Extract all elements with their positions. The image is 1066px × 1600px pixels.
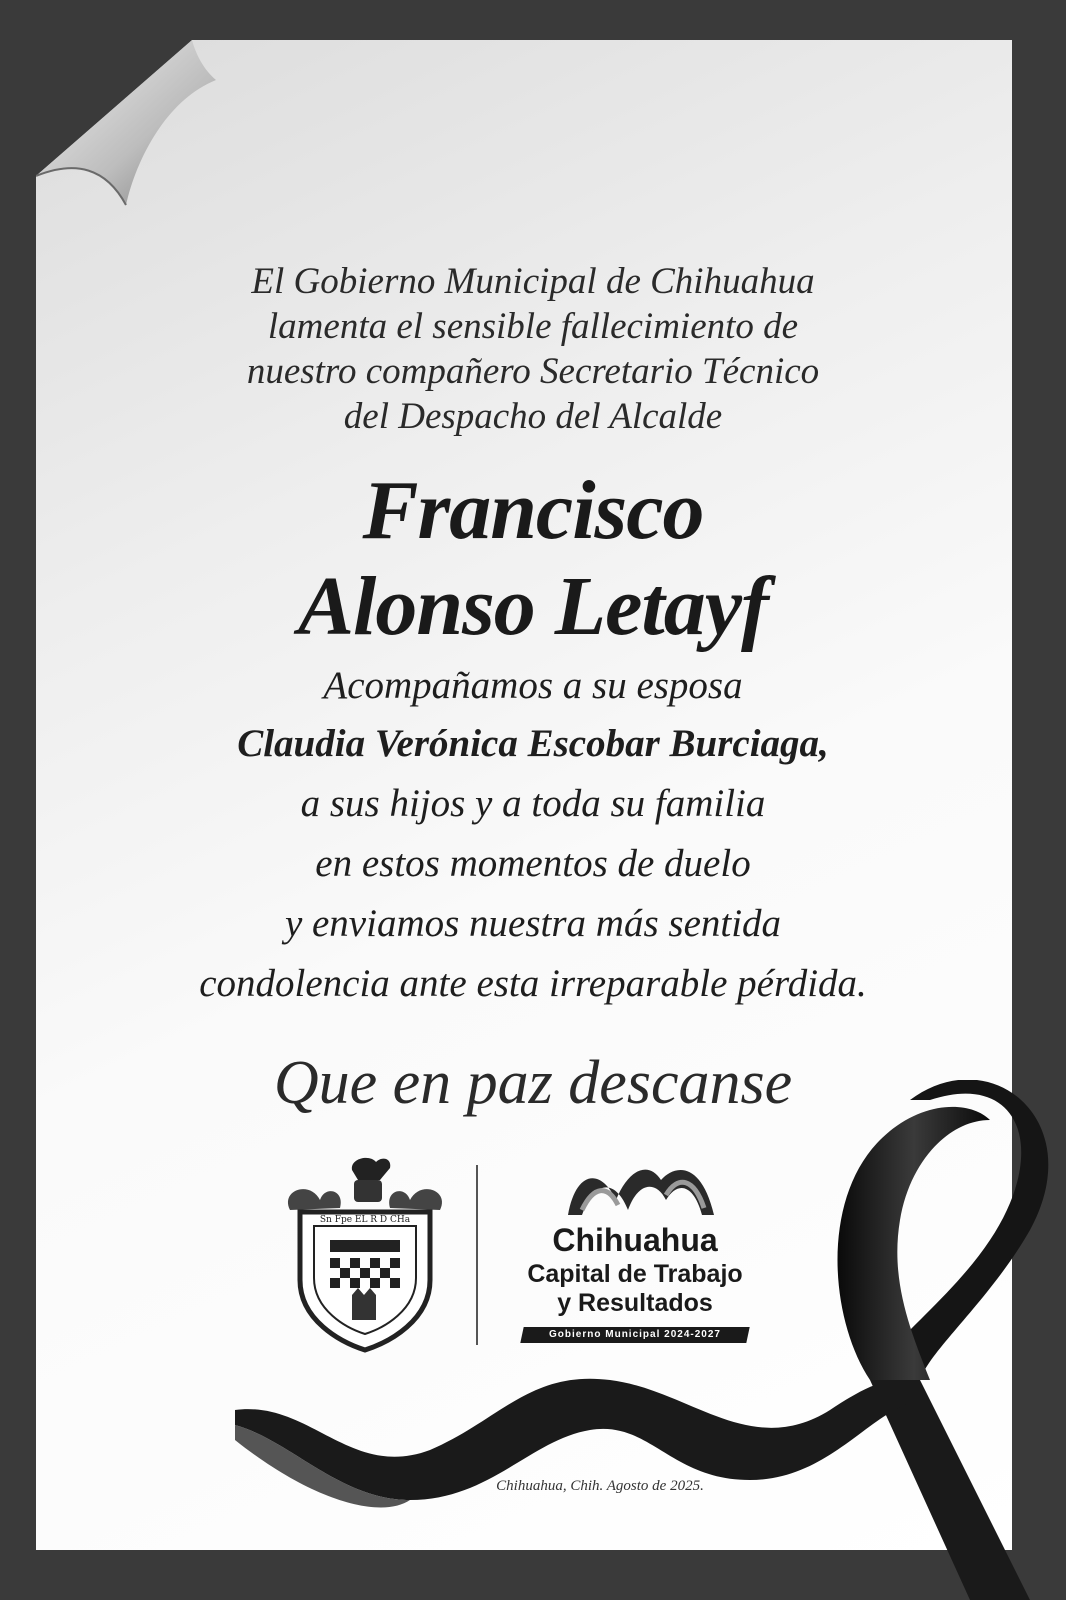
place-date: Chihuahua, Chih. Agosto de 2025. — [496, 1478, 704, 1494]
brand-band-label: Gobierno Municipal 2024-2027 — [549, 1329, 721, 1340]
intro-line-2: lamenta el sensible fallecimiento de — [267, 306, 799, 347]
intro-line-4: del Despacho del Alcalde — [343, 396, 723, 437]
brand-title: Chihuahua — [552, 1222, 718, 1258]
spouse-name: Claudia Verónica Escobar Burciaga, — [237, 722, 829, 765]
page-curl — [36, 40, 256, 220]
crest-top-text: Sn Fpe EL R D CHa — [319, 1215, 411, 1225]
closing-phrase: Que en paz descanse — [273, 1049, 793, 1117]
deceased-first-name: Francisco — [362, 464, 704, 557]
body-line-5: y enviamos nuestra más sentida — [284, 902, 782, 945]
body-line-3: a sus hijos y a toda su familia — [300, 782, 766, 825]
deceased-surname: Alonso Letayf — [298, 560, 768, 653]
mourning-ribbon — [230, 1080, 1066, 1600]
brand-subtitle-1: Capital de Trabajo — [527, 1260, 743, 1288]
body-line-1: Acompañamos a su esposa — [323, 664, 743, 707]
body-line-6: condolencia ante esta irreparable pérdida. — [199, 962, 867, 1005]
intro-line-3: nuestro compañero Secretario Técnico — [246, 351, 820, 392]
brand-subtitle-2: y Resultados — [557, 1289, 713, 1317]
intro-line-1: El Gobierno Municipal de Chihuahua — [251, 261, 815, 302]
body-line-4: en estos momentos de duelo — [315, 842, 751, 885]
